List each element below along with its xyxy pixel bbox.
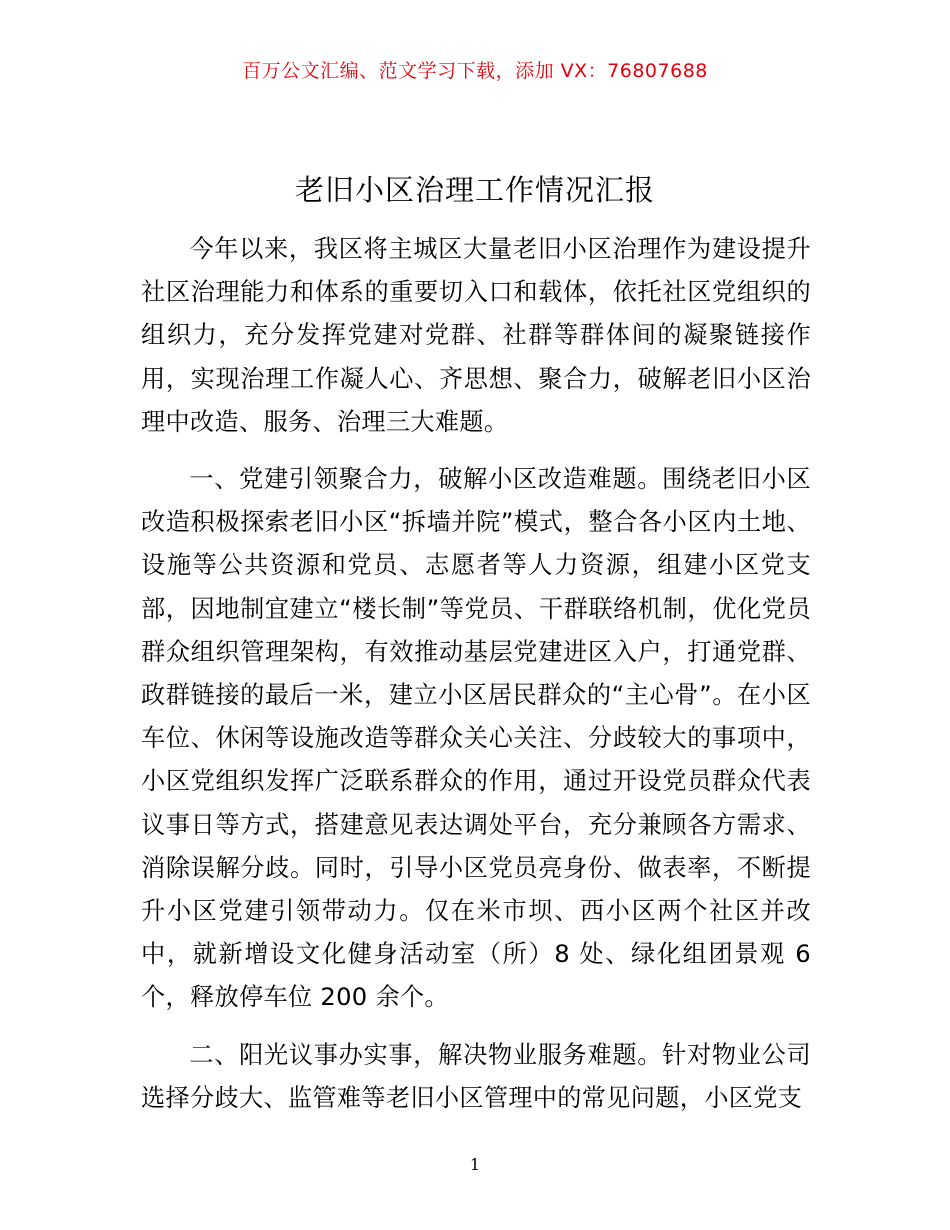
paragraph-section-one: 一、党建引领聚合力，破解小区改造难题。围绕老旧小区改造积极探索老旧小区“拆墙并院”模式，整合各小区内土地、设施等公共资源和党员、志愿者等人力资源，组建小区党支部，因地制宜建立“楼长制”等党员、干群联络机制，优化党员群众组织管理架构，有效推动基层党建进区入户，打通党群、政群链接的最后一米，建立小区居民群众的“主心骨”。在小区车位、休闲等设施改造等群众关心关注、分歧较大的事项中，小区党组织发挥广泛联系群众的作用，通过开设党员群众代表议事日等方式，搭建意见表达调处平台，充分兼顾各方需求、消除误解分歧。同时，引导小区党员亮身份、做表率，不断提升小区党建引领带动力。仅在米市坝、西小区两个社区并改中，就新增设文化健身活动室（所）8 处、绿化组团景观 6 个，释放停车位 200 余个。 xyxy=(141,465,811,1012)
page-number: 1 xyxy=(469,1155,481,1174)
paragraph-section-two: 二、阳光议事办实事，解决物业服务难题。针对物业公司选择分歧大、监管难等老旧小区管理中的常见问题，小区党支 xyxy=(141,1040,811,1112)
paragraph-intro: 今年以来，我区将主城区大量老旧小区治理作为建设提升社区治理能力和体系的重要切入口和载体，依托社区党组织的组织力，充分发挥党建对党群、社群等群体间的凝聚链接作用，实现治理工作凝人心、齐思想、聚合力，破解老旧小区治理中改造、服务、治理三大难题。 xyxy=(141,235,811,436)
header-banner: 百万公文汇编、范文学习下载，添加 VX：76807688 xyxy=(242,60,708,82)
document-body xyxy=(141,228,811,1120)
document-title: 老旧小区治理工作情况汇报 xyxy=(294,173,655,207)
